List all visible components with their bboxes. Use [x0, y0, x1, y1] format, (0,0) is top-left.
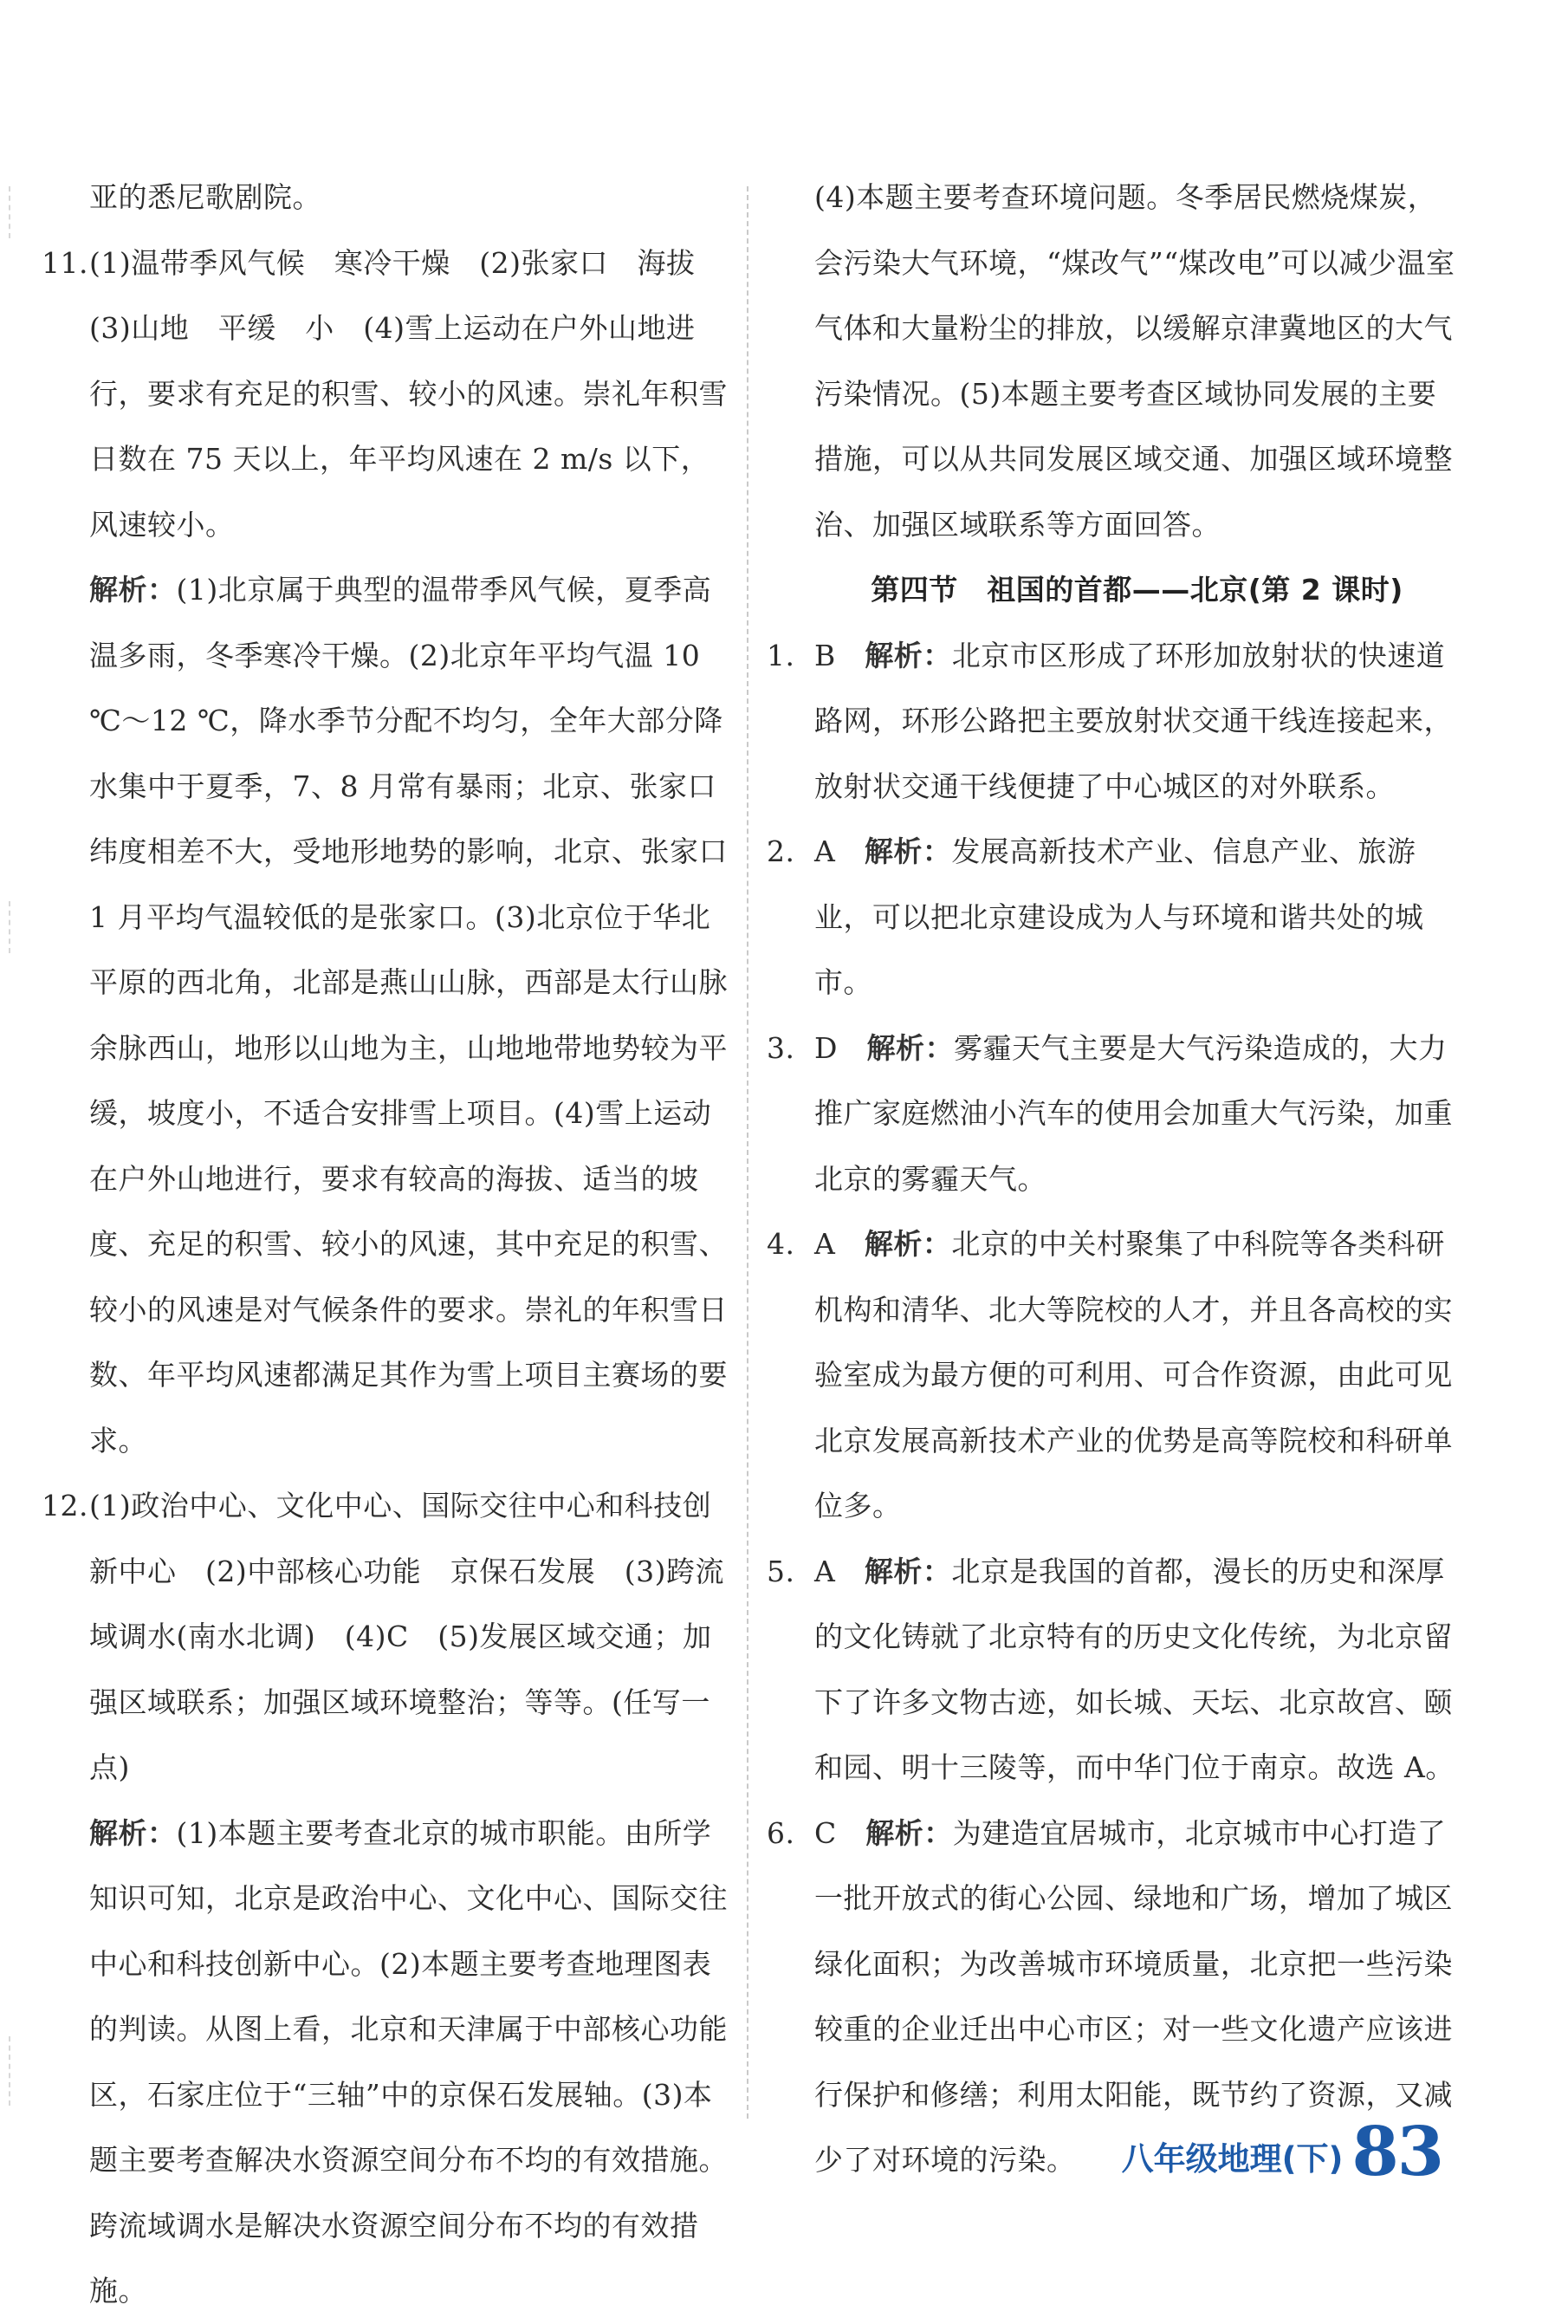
question-1 [767, 623, 1460, 820]
explanation-text: 为建造宜居城市，北京城市中心打造了一批开放式的街心公园、绿地和广场，增加了城区绿化面积；为改善城市环境质量，北京把一些污染较重的企业迁出中心市区；对一些文化遗产应该进行保护和修缮；利用太阳能，既节约了资源，又减少了对环境的污染。 [814, 1815, 1453, 2177]
page-edge-mark [9, 901, 10, 953]
answer-text: B [814, 638, 836, 672]
column-divider [747, 186, 748, 2119]
explanation-12 [42, 1801, 735, 2324]
explanation-text: 北京是我国的首都，漫长的历史和深厚的文化铸就了北京特有的历史文化传统，为北京留下了许多文物古迹，如长城、天坛、北京故宫、颐和园、明十三陵等，而中华门位于南京。故选 A。 [814, 1554, 1455, 1784]
explanation-label: 解析： [866, 1030, 954, 1065]
question-2 [767, 819, 1460, 1016]
explanation-label: 解析： [865, 638, 952, 672]
answer-text: (1)温带季风气候 寒冷干燥 (2)张家口 海拔 (3)山地 平缓 小 (4)雪上运动在户外山地进行，要求有充足的积雪、较小的风速。崇礼年积雪日数在 75 天以上，年平均风速在 2 m/s 以下，风速较小。 [89, 245, 728, 542]
answer-text: A [814, 834, 836, 868]
page-number: 83 [1351, 2113, 1442, 2191]
answer-text: D [814, 1030, 838, 1065]
question-number: 6. [767, 1815, 795, 1850]
page-footer [1121, 2113, 1442, 2191]
explanation-label: 解析： [89, 1815, 177, 1850]
explanation-label: 解析： [865, 1815, 953, 1850]
explanation-label: 解析： [864, 834, 952, 868]
question-number: 3. [767, 1030, 795, 1065]
explanation-11 [42, 557, 735, 1473]
explanation-text: 北京市区形成了环形加放射状的快速道路网，环形公路把主要放射状交通干线连接起来，放射状交通干线便捷了中心城区的对外联系。 [814, 638, 1453, 803]
explanation-text: (1)本题主要考查北京的城市职能。由所学知识可知，北京是政治中心、文化中心、国际交往中心和科技创新中心。(2)本题主要考查地理图表的判读。从图上看，北京和天津属于中部核心功能区，石家庄位于“三轴”中的京保石发展轴。(3)本题主要考查解决水资源空间分布不均的有效措施。跨流域调水是解决水资源空间分布不均的有效措施。 [89, 1815, 728, 2308]
question-number: 11. [42, 245, 88, 280]
right-column [767, 165, 1460, 2193]
question-3 [767, 1016, 1460, 1212]
answer-text: C [814, 1815, 837, 1850]
question-11 [42, 230, 735, 558]
question-number: 12. [42, 1489, 88, 1522]
question-number: 1. [767, 638, 795, 672]
explanation-text: 发展高新技术产业、信息产业、旅游业，可以把北京建设成为人与环境和谐共处的城市。 [814, 834, 1424, 999]
explanation-label: 解析： [864, 1227, 952, 1261]
question-4 [767, 1211, 1460, 1539]
explanation-text: 雾霾天气主要是大气污染造成的，大力推广家庭燃油小汽车的使用会加重大气污染，加重北京的雾霾天气。 [814, 1030, 1453, 1196]
book-title: 八年级地理(下) [1121, 2140, 1344, 2178]
left-column [42, 165, 735, 2324]
question-number: 4. [767, 1227, 795, 1261]
question-number: 5. [767, 1554, 795, 1588]
question-number: 2. [767, 834, 795, 868]
explanation-text: 北京的中关村聚集了中科院等各类科研机构和清华、北大等院校的人才，并且各高校的实验室成为最方便的可利用、可合作资源，由此可见北京发展高新技术产业的优势是高等院校和科研单位多。 [814, 1227, 1453, 1522]
explanation-label: 解析： [89, 573, 177, 607]
left-lead-text: 亚的悉尼歌剧院。 [89, 180, 321, 214]
answer-text: A [814, 1554, 836, 1588]
answer-text: (1)政治中心、文化中心、国际交往中心和科技创新中心 (2)中部核心功能 京保石发展 (3)跨流域调水(南水北调) (4)C (5)发展区域交通；加强区域联系；加强区域环境整治；等等。(任写一点) [89, 1489, 724, 1784]
right-lead-text: (4)本题主要考查环境问题。冬季居民燃烧煤炭，会污染大气环境，“煤改气”“煤改电”可以减少温室气体和大量粉尘的排放，以缓解京津冀地区的大气污染情况。(5)本题主要考查区域协同发展的主要措施，可以从共同发展区域交通、加强区域环境整治、加强区域联系等方面回答。 [814, 180, 1455, 542]
section-title: 第四节 祖国的首都——北京(第 2 课时) [871, 573, 1403, 607]
page-edge-mark [9, 186, 10, 238]
answer-text: A [814, 1227, 836, 1261]
explanation-label: 解析： [864, 1554, 952, 1588]
page-edge-mark [9, 2036, 10, 2106]
question-12 [42, 1473, 735, 1801]
question-5 [767, 1539, 1460, 1801]
explanation-text: (1)北京属于典型的温带季风气候，夏季高温多雨，冬季寒冷干燥。(2)北京年平均气温 10 ℃～12 ℃，降水季节分配不均匀，全年大部分降水集中于夏季，7、8 月常有暴雨；北京、张家口纬度相差不大，受地形地势的影响，北京、张家口 1 月平均气温较低的是张家口。(3)北京位于华北平原的西北角，北部是燕山山脉，西部是太行山脉余脉西山，地形以山地为主，山地地带地势较为平缓，坡度小，不适合安排雪上项目。(4)雪上运动在户外山地进行，要求有较高的海拔、适当的坡度、充足的积雪、较小的风速，其中充足的积雪、较小的风速是对气候条件的要求。崇礼的年积雪日数、年平均风速都满足其作为雪上项目主赛场的要求。 [89, 573, 728, 1457]
